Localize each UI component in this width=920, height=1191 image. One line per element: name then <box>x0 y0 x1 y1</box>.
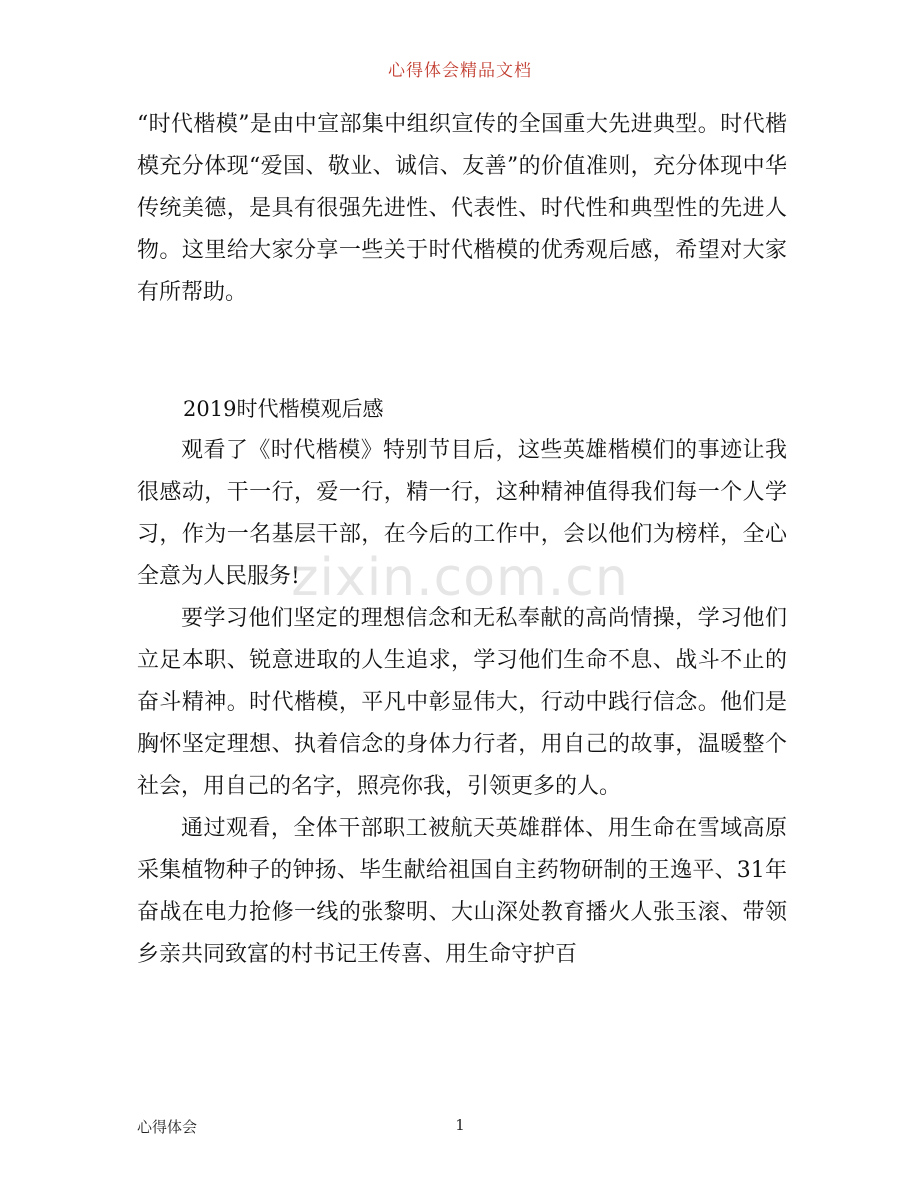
section-heading: 2019时代楷模观后感 <box>183 397 384 421</box>
footer-label: 心得体会 <box>137 1118 198 1136</box>
article-section <box>137 388 787 976</box>
header-title: 心得体会精品文档 <box>388 61 532 81</box>
paragraph-1: 观看了《时代楷模》特别节目后，这些英雄楷模们的事迹让我很感动，干一行，爱一行，精一行，这种精神值得我们每一个人学习，作为一名基层干部，在今后的工作中，会以他们为榜样，全心全意为人民服务! <box>137 438 787 589</box>
paragraph-3: 通过观看，全体干部职工被航天英雄群体、用生命在雪域高原采集植物种子的钟扬、毕生献给祖国自主药物研制的王逸平、31年奋战在电力抢修一线的张黎明、大山深处教育播火人张玉滚、带领乡亲共同致富的村书记王传喜、用生命守护百 <box>137 816 787 967</box>
page-number: 1 <box>455 1116 465 1134</box>
paragraph-2: 要学习他们坚定的理想信念和无私奉献的高尚情操，学习他们立足本职、锐意进取的人生追求，学习他们生命不息、战斗不止的奋斗精神。时代楷模，平凡中彰显伟大，行动中践行信念。他们是胸怀坚定理想、执着信念的身体力行者，用自己的故事，温暖整个社会，用自己的名字，照亮你我，引领更多的人。 <box>137 606 787 799</box>
watermark: zixin.com.cn <box>291 548 629 608</box>
intro-paragraph: “时代楷模”是由中宣部集中组织宣传的全国重大先进典型。时代楷模充分体现“爱国、敬业、诚信、友善”的价值准则，充分体现中华传统美德，是具有很强先进性、代表性、时代性和典型性的先进人物。这里给大家分享一些关于时代楷模的优秀观后感，希望对大家有所帮助。 <box>137 112 787 305</box>
intro-block <box>137 104 787 314</box>
